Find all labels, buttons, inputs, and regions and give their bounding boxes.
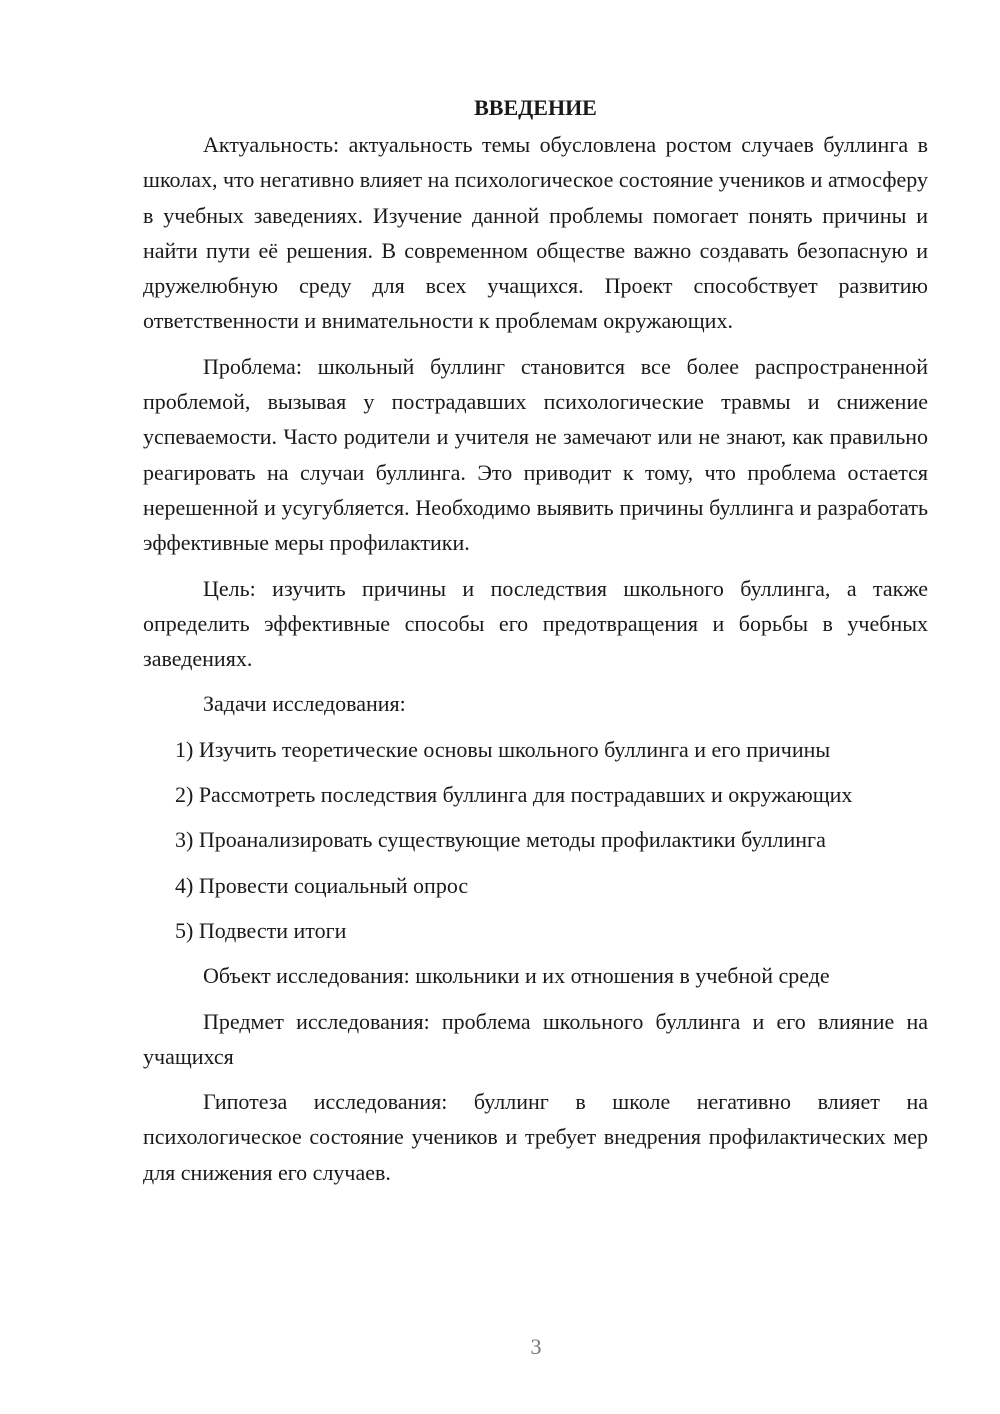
page-number: 3 [530,1334,542,1359]
list-item: 2) Рассмотреть последствия буллинга для пострадавших и окружающих [175,782,853,808]
paragraph-object: Объект исследования: школьники и их отношения в учебной среде [203,963,830,989]
page-title: ВВЕДЕНИЕ [474,95,597,120]
list-item: 3) Проанализировать существующие методы профилактики буллинга [175,827,826,853]
list-item: 5) Подвести итоги [175,917,347,943]
paragraph-relevance: Актуальность: актуальность темы обусловлена ростом случаев буллинга в школах, что негативно влияет на психологическое состояние учеников и атмосферу в учебных заведениях. Изучение данной проблемы помогает понять причины и найти пути её решения. В современном обществе важно создавать безопасную и дружелюбную среду для всех учащихся. Проект способствует развитию ответственности и внимательности к проблемам окружающих. [143,132,928,334]
paragraph-subject: Предмет исследования: проблема школьного буллинга и его влияние на учащихся [143,1008,928,1069]
page-content [143,90,928,1200]
list-item: 4) Провести социальный опрос [175,872,469,898]
tasks-heading: Задачи исследования: [203,691,406,717]
paragraph-hypothesis: Гипотеза исследования: буллинг в школе негативно влияет на психологическое состояние учеников и требует внедрения профилактических мер для снижения его случаев. [143,1089,928,1185]
paragraph-goal: Цель: изучить причины и последствия школьного буллинга, а также определить эффективные способы его предотвращения и борьбы в учебных заведениях. [143,575,928,672]
list-item: 1) Изучить теоретические основы школьного буллинга и его причины [175,736,831,762]
paragraph-problem: Проблема: школьный буллинг становится все более распространенной проблемой, вызывая у пострадавших психологические травмы и снижение успеваемости. Часто родители и учителя не замечают или не знают, как правильно реагировать на случаи буллинга. Это приводит к тому, что проблема остается нерешенной и усугубляется. Необходимо выявить причины буллинга и разработать эффективные меры профилактики. [143,353,928,556]
